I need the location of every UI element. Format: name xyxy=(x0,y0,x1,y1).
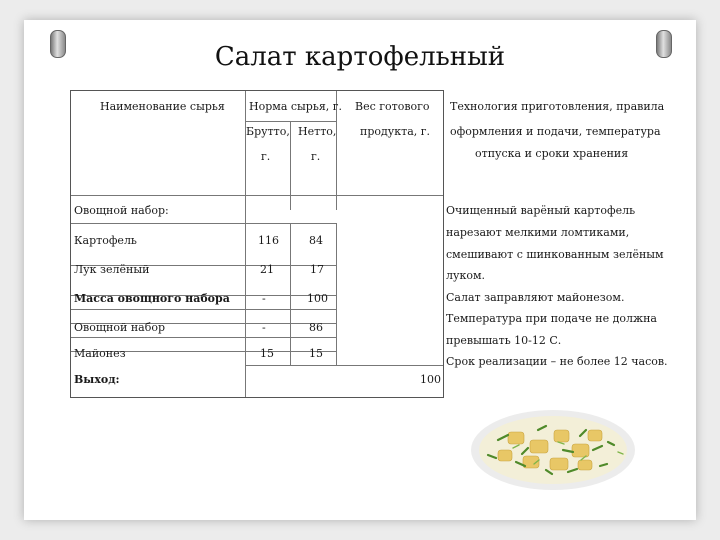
header-tech-3: отпуска и сроки хранения xyxy=(475,147,629,160)
tech-line: Срок реализации – не более 12 часов. xyxy=(446,355,668,368)
header-weight-2: продукта, г. xyxy=(360,125,431,138)
tech-line: смешивают с шинкованным зелёным xyxy=(446,248,664,261)
row-netto: 17 xyxy=(310,263,324,276)
header-netto-unit: г. xyxy=(311,150,321,163)
row-netto: 86 xyxy=(309,321,323,334)
tech-line: превышать 10-12 С. xyxy=(446,334,562,347)
header-tech-2: оформления и подачи, температура xyxy=(450,125,661,138)
row-name: Овощной набор: xyxy=(74,204,169,217)
tech-line: луком. xyxy=(446,269,486,282)
row-name: Масса овощного набора xyxy=(74,292,230,305)
row-brutto: - xyxy=(262,321,266,334)
row-brutto: - xyxy=(262,292,266,305)
header-norm: Норма сырья, г. xyxy=(249,100,343,113)
row-name: Овощной набор xyxy=(74,321,166,334)
salad-bowl-icon xyxy=(468,400,638,492)
tech-line: нарезают мелкими ломтиками, xyxy=(446,226,630,239)
row-brutto: 116 xyxy=(258,234,279,247)
header-name: Наименование сырья xyxy=(100,100,225,113)
page-title: Салат картофельный xyxy=(214,42,506,72)
row-name: Картофель xyxy=(74,234,137,247)
row-brutto: 21 xyxy=(260,263,274,276)
tech-line: Температура при подаче не должна xyxy=(446,312,657,325)
header-tech: Технология приготовления, правила xyxy=(450,100,665,113)
row-netto: 84 xyxy=(309,234,323,247)
output-label: Выход: xyxy=(74,373,120,386)
row-brutto: 15 xyxy=(260,347,274,360)
header-brutto-unit: г. xyxy=(261,150,271,163)
row-netto: 15 xyxy=(309,347,323,360)
header-weight: Вес готового xyxy=(355,100,430,113)
potato-salad-photo xyxy=(468,400,638,492)
tech-line: Салат заправляют майонезом. xyxy=(446,291,625,304)
row-name: Лук зелёный xyxy=(74,263,150,276)
output-value: 100 xyxy=(420,373,441,386)
header-netto: Нетто, xyxy=(298,125,337,138)
row-netto: 100 xyxy=(307,292,328,305)
row-name: Майонез xyxy=(74,347,126,360)
tech-line: Очищенный варёный картофель xyxy=(446,204,636,217)
header-brutto: Брутто, xyxy=(246,125,290,138)
